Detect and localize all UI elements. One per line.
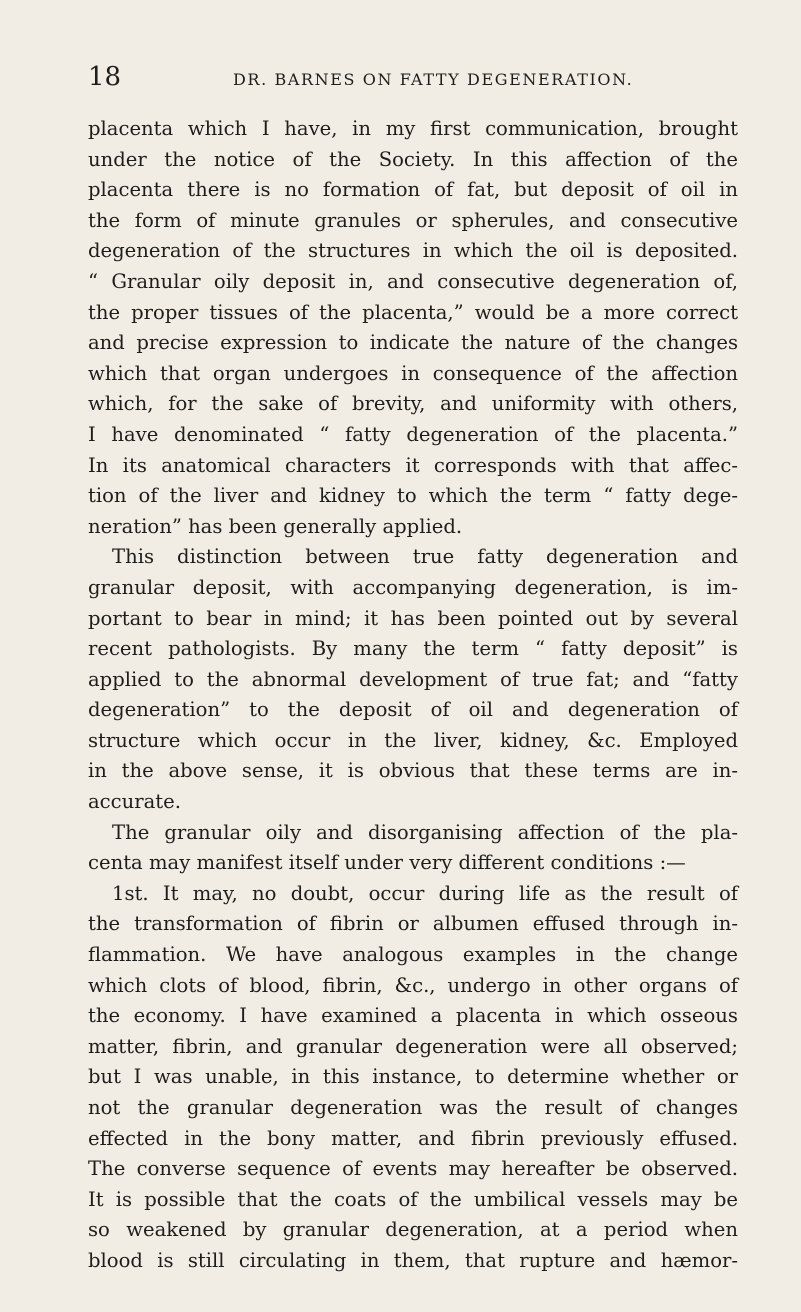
running-head xyxy=(88,62,728,98)
body-text xyxy=(88,114,738,1277)
text-line: the economy. I have examined a placenta in which osseous xyxy=(88,1004,738,1028)
text-line: placenta there is no formation of fat, but deposit of oil in xyxy=(88,178,738,202)
text-line: not the granular degeneration was the result of changes xyxy=(88,1096,738,1119)
text-line: the transformation of fibrin or albumen effused through in- xyxy=(88,912,738,936)
text-line: centa may manifest itself under very different conditions :— xyxy=(88,851,686,875)
page-number: 18 xyxy=(88,62,122,92)
text-line: which, for the sake of brevity, and uniformity with others, xyxy=(88,392,738,416)
text-line: This distinction between true fatty degeneration and xyxy=(112,545,738,569)
text-line: the form of minute granules or spherules, and consecutive xyxy=(88,208,738,232)
text-line: placenta which I have, in my first communication, brought xyxy=(88,117,738,140)
text-line: effected in the bony matter, and fibrin previously effused. xyxy=(88,1126,738,1150)
text-line: It is possible that the coats of the umbilical vessels may be xyxy=(88,1187,738,1211)
text-line: the proper tissues of the placenta,” would be a more correct xyxy=(88,300,738,324)
text-line: In its anatomical characters it corresponds with that affec- xyxy=(88,453,738,477)
text-line: degeneration of the structures in which the oil is deposited. xyxy=(88,239,738,263)
text-line: recent pathologists. By many the term “ fatty deposit” is xyxy=(88,637,738,661)
text-line: 1st. It may, no doubt, occur during life as the result of xyxy=(112,881,738,905)
running-title: DR. BARNES ON FATTY DEGENERATION. xyxy=(233,70,634,89)
text-line: flammation. We have analogous examples in the change xyxy=(88,943,738,967)
text-line: in the above sense, it is obvious that these terms are in- xyxy=(88,759,738,783)
text-line: but I was unable, in this instance, to determine whether or xyxy=(88,1065,738,1089)
text-line: neration” has been generally applied. xyxy=(88,514,463,538)
text-line: blood is still circulating in them, that rupture and hæmor- xyxy=(88,1248,738,1272)
text-line: accurate. xyxy=(88,790,181,814)
text-line: so weakened by granular degeneration, at a period when xyxy=(88,1218,738,1242)
text-line: The converse sequence of events may hereafter be observed. xyxy=(88,1157,738,1181)
text-line: The granular oily and disorganising affection of the pla- xyxy=(112,820,738,844)
text-line: which that organ undergoes in consequence of the affection xyxy=(88,361,738,385)
text-line: “ Granular oily deposit in, and consecutive degeneration of, xyxy=(88,269,738,293)
text-line: structure which occur in the liver, kidney, &c. Employed xyxy=(88,728,738,752)
text-line: degeneration” to the deposit of oil and degeneration of xyxy=(88,698,738,722)
text-line: granular deposit, with accompanying degeneration, is im- xyxy=(88,575,738,599)
text-line: applied to the abnormal development of true fat; and “fatty xyxy=(88,667,738,691)
text-line: under the notice of the Society. In this affection of the xyxy=(88,147,738,171)
text-line: which clots of blood, fibrin, &c., undergo in other organs of xyxy=(88,973,738,997)
text-line: matter, fibrin, and granular degeneration were all observed; xyxy=(88,1034,738,1058)
text-line: I have denominated “ fatty degeneration of the placenta.” xyxy=(88,422,738,446)
text-line: and precise expression to indicate the nature of the changes xyxy=(88,331,738,355)
text-line: tion of the liver and kidney to which the term “ fatty dege- xyxy=(88,484,738,508)
text-line: portant to bear in mind; it has been pointed out by several xyxy=(88,606,738,630)
